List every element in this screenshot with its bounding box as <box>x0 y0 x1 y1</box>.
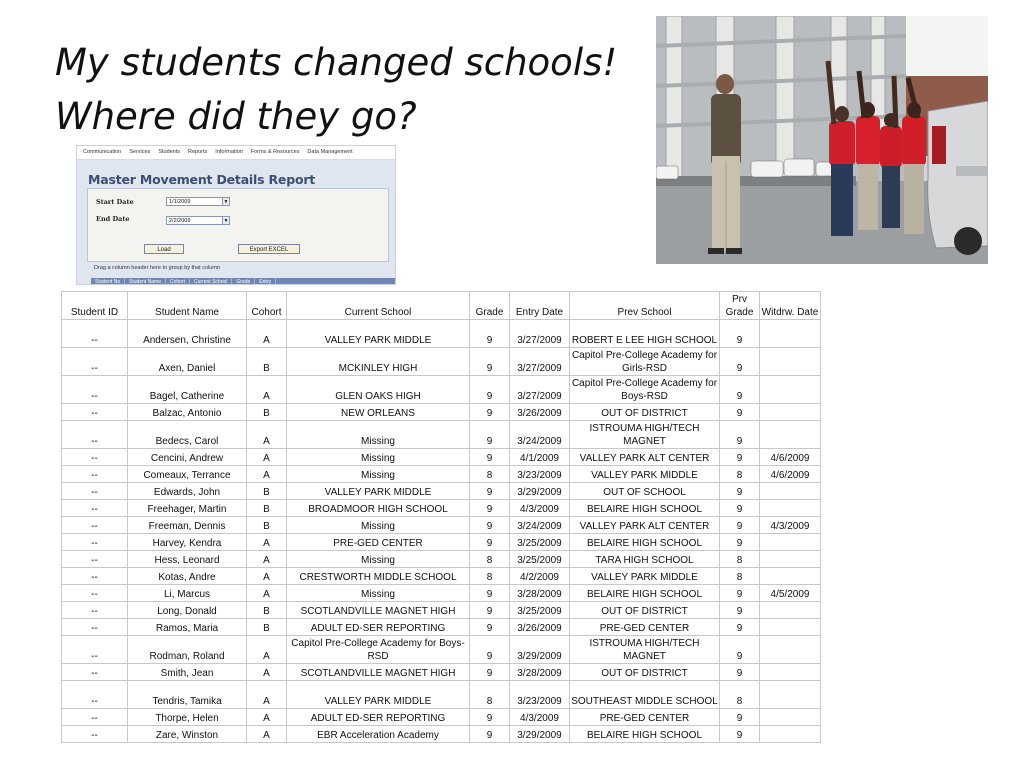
cell-current-school: Missing <box>287 517 470 534</box>
cell-current-school: MCKINLEY HIGH <box>287 348 470 376</box>
truck-figure <box>928 101 988 255</box>
cell-current-school: ADULT ED-SER REPORTING <box>287 709 470 726</box>
table-row <box>62 348 821 376</box>
report-grid-header <box>91 278 395 285</box>
cell-grade: 9 <box>470 636 510 664</box>
cell-student-name: Tendris, Tamika <box>128 681 247 709</box>
cell-entry-date: 3/28/2009 <box>510 664 570 681</box>
col-student-id: Student ID <box>62 292 128 320</box>
cell-prev-school: Capitol Pre-College Academy for Boys-RSD <box>570 376 720 404</box>
cell-entry-date: 4/3/2009 <box>510 709 570 726</box>
cell-withdraw-date <box>760 568 821 585</box>
start-date-label: Start Date <box>96 198 134 206</box>
cell-student-name: Andersen, Christine <box>128 320 247 348</box>
cell-student-id: -- <box>62 551 128 568</box>
cell-student-id: -- <box>62 376 128 404</box>
cell-prev-school: VALLEY PARK ALT CENTER <box>570 517 720 534</box>
cell-student-id: -- <box>62 585 128 602</box>
table-row <box>62 619 821 636</box>
end-date-label: End Date <box>96 215 130 223</box>
cell-grade: 9 <box>470 421 510 449</box>
cell-student-id: -- <box>62 348 128 376</box>
cell-withdraw-date <box>760 551 821 568</box>
table-row <box>62 664 821 681</box>
cell-withdraw-date: 4/3/2009 <box>760 517 821 534</box>
students-photo <box>656 16 988 264</box>
cell-student-id: -- <box>62 681 128 709</box>
grid-col-grade[interactable]: Grade <box>232 278 255 285</box>
cell-grade: 9 <box>470 376 510 404</box>
menu-item-information[interactable]: Information <box>215 149 243 155</box>
cell-current-school: Capitol Pre-College Academy for Boys-RSD <box>287 636 470 664</box>
slide-title <box>55 36 645 144</box>
cell-grade: 9 <box>470 726 510 743</box>
cell-prev-school: ROBERT E LEE HIGH SCHOOL <box>570 320 720 348</box>
report-title: Master Movement Details Report <box>88 172 316 187</box>
cell-withdraw-date <box>760 348 821 376</box>
cell-student-id: -- <box>62 534 128 551</box>
cell-student-name: Rodman, Roland <box>128 636 247 664</box>
cell-prev-school: ISTROUMA HIGH/TECH MAGNET <box>570 636 720 664</box>
cell-grade: 9 <box>470 619 510 636</box>
title-line-2: Where did they go? <box>55 95 417 138</box>
cell-prv-grade: 9 <box>720 500 760 517</box>
cell-current-school: Missing <box>287 449 470 466</box>
cell-entry-date: 3/25/2009 <box>510 551 570 568</box>
cell-student-name: Ramos, Maria <box>128 619 247 636</box>
cell-current-school: GLEN OAKS HIGH <box>287 376 470 404</box>
cell-entry-date: 3/29/2009 <box>510 726 570 743</box>
cell-student-id: -- <box>62 568 128 585</box>
cell-student-id: -- <box>62 500 128 517</box>
cell-current-school: ADULT ED-SER REPORTING <box>287 619 470 636</box>
cell-prev-school: BELAIRE HIGH SCHOOL <box>570 726 720 743</box>
cell-cohort: A <box>247 534 287 551</box>
cell-grade: 9 <box>470 585 510 602</box>
cell-withdraw-date <box>760 404 821 421</box>
cell-cohort: B <box>247 348 287 376</box>
cell-entry-date: 3/26/2009 <box>510 619 570 636</box>
cell-current-school: Missing <box>287 421 470 449</box>
cell-prev-school: Capitol Pre-College Academy for Girls-RSD <box>570 348 720 376</box>
cell-prev-school: VALLEY PARK MIDDLE <box>570 466 720 483</box>
cell-prev-school: SOUTHEAST MIDDLE SCHOOL <box>570 681 720 709</box>
cell-entry-date: 3/28/2009 <box>510 585 570 602</box>
cell-cohort: A <box>247 449 287 466</box>
load-button[interactable]: Load <box>144 244 184 254</box>
cell-student-id: -- <box>62 619 128 636</box>
cell-student-id: -- <box>62 449 128 466</box>
cell-student-name: Hess, Leonard <box>128 551 247 568</box>
cell-cohort: A <box>247 320 287 348</box>
grid-col-current-school[interactable]: Current School <box>190 278 232 285</box>
cell-withdraw-date <box>760 619 821 636</box>
cell-withdraw-date <box>760 602 821 619</box>
export-excel-button[interactable]: Export EXCEL <box>238 244 300 254</box>
cell-student-name: Cencini, Andrew <box>128 449 247 466</box>
cell-grade: 9 <box>470 534 510 551</box>
col-prv-grade: Prv Grade <box>720 292 760 320</box>
cell-grade: 9 <box>470 404 510 421</box>
cell-withdraw-date <box>760 376 821 404</box>
cell-cohort: A <box>247 709 287 726</box>
cell-current-school: PRE-GED CENTER <box>287 534 470 551</box>
menu-item-data-management[interactable]: Data Management <box>307 149 353 155</box>
table-row <box>62 636 821 664</box>
cell-cohort: A <box>247 376 287 404</box>
col-grade: Grade <box>470 292 510 320</box>
table-row <box>62 466 821 483</box>
cell-entry-date: 3/26/2009 <box>510 404 570 421</box>
cell-entry-date: 3/27/2009 <box>510 320 570 348</box>
cell-prv-grade: 9 <box>720 404 760 421</box>
cell-student-id: -- <box>62 517 128 534</box>
cell-prv-grade: 9 <box>720 534 760 551</box>
table-row <box>62 726 821 743</box>
cell-prv-grade: 9 <box>720 726 760 743</box>
cell-entry-date: 4/2/2009 <box>510 568 570 585</box>
cell-grade: 8 <box>470 466 510 483</box>
cell-current-school: Missing <box>287 551 470 568</box>
students-photo-illustration <box>656 16 988 264</box>
cell-prv-grade: 9 <box>720 709 760 726</box>
cell-grade: 8 <box>470 568 510 585</box>
cell-grade: 9 <box>470 500 510 517</box>
cell-prev-school: BELAIRE HIGH SCHOOL <box>570 534 720 551</box>
cell-entry-date: 3/25/2009 <box>510 534 570 551</box>
cell-student-id: -- <box>62 466 128 483</box>
table-body <box>62 320 821 743</box>
menu-item-services[interactable]: Services <box>129 149 151 155</box>
cell-student-name: Bedecs, Carol <box>128 421 247 449</box>
cell-entry-date: 3/23/2009 <box>510 466 570 483</box>
cell-grade: 8 <box>470 551 510 568</box>
cell-prev-school: TARA HIGH SCHOOL <box>570 551 720 568</box>
cell-cohort: A <box>247 726 287 743</box>
menu-item-communication[interactable]: Communication <box>83 149 122 155</box>
col-current-school: Current School <box>287 292 470 320</box>
cell-prv-grade: 9 <box>720 320 760 348</box>
table-row <box>62 709 821 726</box>
table-row <box>62 320 821 348</box>
cell-student-name: Comeaux, Terrance <box>128 466 247 483</box>
report-menu-bar <box>77 146 395 160</box>
cell-entry-date: 3/23/2009 <box>510 681 570 709</box>
start-date-value: 1/1/2009 <box>169 199 191 205</box>
cell-grade: 9 <box>470 602 510 619</box>
cell-withdraw-date: 4/5/2009 <box>760 585 821 602</box>
cell-student-id: -- <box>62 636 128 664</box>
cell-prev-school: PRE-GED CENTER <box>570 619 720 636</box>
cell-entry-date: 3/29/2009 <box>510 483 570 500</box>
table-row <box>62 568 821 585</box>
cell-entry-date: 3/25/2009 <box>510 602 570 619</box>
cell-student-name: Bagel, Catherine <box>128 376 247 404</box>
cell-grade: 9 <box>470 449 510 466</box>
cell-prv-grade: 9 <box>720 619 760 636</box>
cell-entry-date: 3/29/2009 <box>510 636 570 664</box>
cell-withdraw-date <box>760 636 821 664</box>
cell-withdraw-date: 4/6/2009 <box>760 449 821 466</box>
start-date-input[interactable] <box>166 197 230 206</box>
cell-cohort: A <box>247 466 287 483</box>
cell-grade: 9 <box>470 320 510 348</box>
cell-prv-grade: 9 <box>720 636 760 664</box>
cell-prv-grade: 8 <box>720 568 760 585</box>
cell-prv-grade: 9 <box>720 348 760 376</box>
cell-student-id: -- <box>62 602 128 619</box>
table-row <box>62 602 821 619</box>
cell-prev-school: OUT OF DISTRICT <box>570 602 720 619</box>
cell-current-school: BROADMOOR HIGH SCHOOL <box>287 500 470 517</box>
cell-student-name: Axen, Daniel <box>128 348 247 376</box>
cell-prev-school: OUT OF DISTRICT <box>570 404 720 421</box>
cell-withdraw-date <box>760 681 821 709</box>
cell-entry-date: 4/3/2009 <box>510 500 570 517</box>
table-row <box>62 517 821 534</box>
cell-grade: 9 <box>470 348 510 376</box>
cell-current-school: Missing <box>287 466 470 483</box>
cell-prv-grade: 9 <box>720 517 760 534</box>
col-entry-date: Entry Date <box>510 292 570 320</box>
cell-current-school: VALLEY PARK MIDDLE <box>287 681 470 709</box>
report-filter-form <box>87 188 389 262</box>
cell-entry-date: 4/1/2009 <box>510 449 570 466</box>
cell-prv-grade: 9 <box>720 376 760 404</box>
table-header-row <box>62 292 821 320</box>
end-date-dropdown-icon[interactable]: ▼ <box>223 218 229 224</box>
cell-entry-date: 3/24/2009 <box>510 517 570 534</box>
cell-prv-grade: 9 <box>720 421 760 449</box>
cell-withdraw-date <box>760 726 821 743</box>
cell-current-school: SCOTLANDVILLE MAGNET HIGH <box>287 664 470 681</box>
title-line-1: My students changed schools! <box>55 41 618 84</box>
cell-current-school: EBR Acceleration Academy <box>287 726 470 743</box>
cell-cohort: B <box>247 483 287 500</box>
menu-item-reports[interactable]: Reports <box>188 149 208 155</box>
cell-cohort: B <box>247 619 287 636</box>
cell-student-name: Edwards, John <box>128 483 247 500</box>
cell-current-school: SCOTLANDVILLE MAGNET HIGH <box>287 602 470 619</box>
cell-prv-grade: 8 <box>720 681 760 709</box>
cell-cohort: A <box>247 681 287 709</box>
cell-prev-school: ISTROUMA HIGH/TECH MAGNET <box>570 421 720 449</box>
cell-student-id: -- <box>62 320 128 348</box>
cell-withdraw-date <box>760 500 821 517</box>
cell-grade: 9 <box>470 709 510 726</box>
cell-current-school: NEW ORLEANS <box>287 404 470 421</box>
cell-prv-grade: 9 <box>720 602 760 619</box>
report-screenshot <box>76 145 396 285</box>
table-row <box>62 483 821 500</box>
group-by-hint: Drag a column header here to group by that column <box>94 265 220 271</box>
cell-entry-date: 3/27/2009 <box>510 376 570 404</box>
cell-cohort: B <box>247 602 287 619</box>
cell-current-school: Missing <box>287 585 470 602</box>
cell-prev-school: BELAIRE HIGH SCHOOL <box>570 500 720 517</box>
col-prev-school: Prev School <box>570 292 720 320</box>
teacher-figure <box>708 74 742 254</box>
cell-cohort: A <box>247 636 287 664</box>
cell-student-name: Kotas, Andre <box>128 568 247 585</box>
cell-withdraw-date <box>760 483 821 500</box>
cell-current-school: VALLEY PARK MIDDLE <box>287 483 470 500</box>
col-student-name: Student Name <box>128 292 247 320</box>
cell-withdraw-date: 4/6/2009 <box>760 466 821 483</box>
cell-cohort: B <box>247 404 287 421</box>
cell-prv-grade: 9 <box>720 449 760 466</box>
menu-item-students[interactable]: Students <box>158 149 181 155</box>
table-row <box>62 404 821 421</box>
grid-col-cohort[interactable]: Cohort <box>166 278 190 285</box>
cell-cohort: A <box>247 664 287 681</box>
cell-student-id: -- <box>62 726 128 743</box>
cell-cohort: A <box>247 585 287 602</box>
table-row <box>62 551 821 568</box>
cell-withdraw-date <box>760 421 821 449</box>
cell-withdraw-date <box>760 534 821 551</box>
table-row <box>62 585 821 602</box>
table-row <box>62 500 821 517</box>
table-row <box>62 681 821 709</box>
cell-student-name: Harvey, Kendra <box>128 534 247 551</box>
cell-student-id: -- <box>62 404 128 421</box>
table-row <box>62 376 821 404</box>
cell-prv-grade: 8 <box>720 466 760 483</box>
cell-prev-school: OUT OF DISTRICT <box>570 664 720 681</box>
cell-prv-grade: 9 <box>720 664 760 681</box>
cell-cohort: A <box>247 421 287 449</box>
cell-student-name: Smith, Jean <box>128 664 247 681</box>
cell-cohort: A <box>247 568 287 585</box>
cell-student-name: Freehager, Martin <box>128 500 247 517</box>
cell-prev-school: OUT OF SCHOOL <box>570 483 720 500</box>
cell-prev-school: VALLEY PARK MIDDLE <box>570 568 720 585</box>
cell-student-id: -- <box>62 421 128 449</box>
menu-item-forms[interactable]: Forms & Resources <box>250 149 300 155</box>
table-row <box>62 449 821 466</box>
table-row <box>62 534 821 551</box>
grid-col-student-no[interactable]: Student No <box>91 278 125 285</box>
cell-student-name: Freeman, Dennis <box>128 517 247 534</box>
cell-prev-school: VALLEY PARK ALT CENTER <box>570 449 720 466</box>
cell-student-name: Balzac, Antonio <box>128 404 247 421</box>
cell-grade: 8 <box>470 681 510 709</box>
cell-grade: 9 <box>470 664 510 681</box>
grid-col-entry[interactable]: Entry <box>255 278 276 285</box>
cell-grade: 9 <box>470 517 510 534</box>
cell-current-school: VALLEY PARK MIDDLE <box>287 320 470 348</box>
start-date-dropdown-icon[interactable]: ▼ <box>223 199 229 205</box>
cell-withdraw-date <box>760 664 821 681</box>
cell-student-name: Thorpe, Helen <box>128 709 247 726</box>
cell-prv-grade: 9 <box>720 483 760 500</box>
cell-student-id: -- <box>62 483 128 500</box>
grid-col-student-name[interactable]: Student Name <box>125 278 166 285</box>
cell-prv-grade: 8 <box>720 551 760 568</box>
report-body <box>77 160 395 284</box>
cell-cohort: A <box>247 551 287 568</box>
col-withdraw-date: Witdrw. Date <box>760 292 821 320</box>
cell-student-name: Long, Donald <box>128 602 247 619</box>
cell-prv-grade: 9 <box>720 585 760 602</box>
cell-prev-school: BELAIRE HIGH SCHOOL <box>570 585 720 602</box>
end-date-value: 2/2/2009 <box>169 218 191 224</box>
cell-entry-date: 3/24/2009 <box>510 421 570 449</box>
cell-student-id: -- <box>62 664 128 681</box>
cell-cohort: B <box>247 517 287 534</box>
cell-student-name: Li, Marcus <box>128 585 247 602</box>
cell-withdraw-date <box>760 709 821 726</box>
cell-student-name: Zare, Winston <box>128 726 247 743</box>
cell-entry-date: 3/27/2009 <box>510 348 570 376</box>
student-movement-table <box>61 291 821 743</box>
cell-withdraw-date <box>760 320 821 348</box>
table-row <box>62 421 821 449</box>
cell-cohort: B <box>247 500 287 517</box>
cell-student-id: -- <box>62 709 128 726</box>
col-cohort: Cohort <box>247 292 287 320</box>
cell-grade: 9 <box>470 483 510 500</box>
cell-prev-school: PRE-GED CENTER <box>570 709 720 726</box>
end-date-input[interactable] <box>166 216 230 225</box>
cell-current-school: CRESTWORTH MIDDLE SCHOOL <box>287 568 470 585</box>
